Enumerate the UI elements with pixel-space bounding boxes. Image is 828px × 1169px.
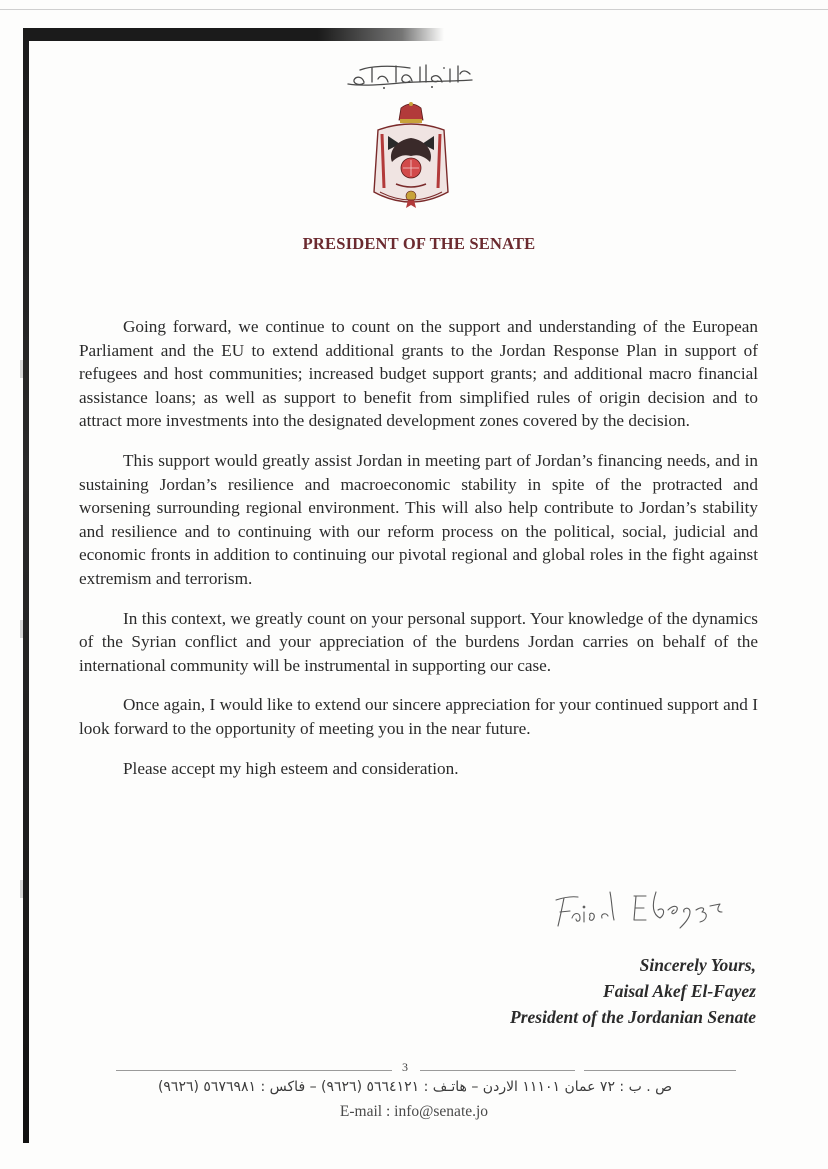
footer-email: E-mail : info@senate.jo [339,1103,489,1120]
signatory-name: Faisal Akef El-Fayez [603,981,756,1001]
scan-edge-mark [20,620,23,638]
scan-border-top [24,28,444,41]
paragraph: Please accept my high esteem and consideration. [123,758,459,778]
paragraph: Going forward, we continue to count on the support and understanding of the European Parliament and the EU to extend additional grants to the Jordan Response Plan in support of refugees and host communities; increased budget support grants; and additional macro financial assistance loans; as well as support to benefit from simplified rules of origin decision and to attract more investments into the designated development zones covered by the decision. [79,317,758,431]
paragraph: In this context, we greatly count on your personal support. Your knowledge of the dynamics of the Syrian conflict and your appreciation of the burdens Jordan carries on behalf of the international community will be instrumental in supporting our case. [79,608,758,675]
signatory-position: President of the Jordanian Senate [510,1007,756,1027]
scan-edge-mark [20,360,23,378]
footer-rule [584,1070,736,1071]
footer-rule [420,1070,575,1071]
footer-rule [116,1070,392,1071]
paragraph: This support would greatly assist Jordan in meeting part of Jordan’s financing needs, and in sustaining Jordan’s resilience and macroeconomic stability in spite of the protracted and worsening surrounding regional environment. This will also help contribute to Jordan’s stability and resilience and to continuing with our reform process on the political, social, judicial and economic fronts in addition to continuing our pivotal regional and global roles in the fight against extremism and terrorism. [79,450,758,588]
page-number: 3 [402,1060,408,1074]
office-title: PRESIDENT OF THE SENATE [302,234,536,253]
letter-body [79,315,758,796]
scan-edge-mark [20,880,23,898]
scan-border-left [23,28,29,1143]
handwritten-signature [548,882,738,932]
footer-arabic-address: ص . ب : ٧٢ عمان ١١١٠١ الاردن – هاتـف : ٥٦٦٤١٢١ (٩٦٢٦) – فاكس : ٥٦٧٦٩٨١ (٩٦٢٦) [157,1079,673,1095]
top-rule [0,9,828,10]
closing-salutation: Sincerely Yours, [639,955,756,975]
jordan-coat-of-arms-icon [366,100,456,215]
closing-block [510,952,756,1030]
basmala-calligraphy [340,60,480,92]
paragraph: Once again, I would like to extend our sincere appreciation for your continued support and I look forward to the opportunity of meeting you in the near future. [79,695,758,738]
